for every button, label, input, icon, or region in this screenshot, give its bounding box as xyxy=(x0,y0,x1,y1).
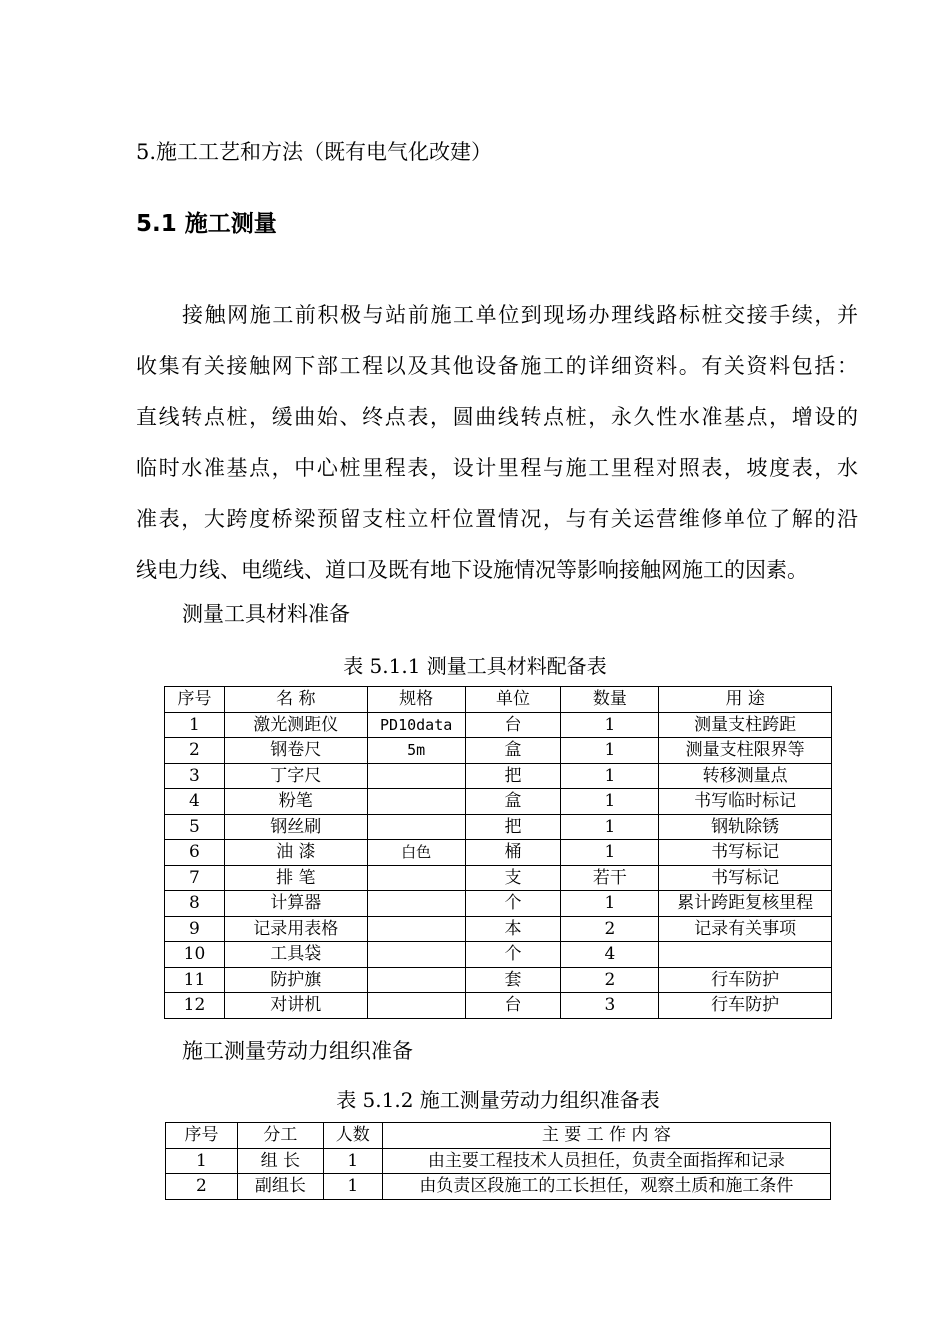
table-cell: 若干 xyxy=(561,865,659,891)
table-cell: 测量支柱跨距 xyxy=(659,712,832,738)
table-cell: 1 xyxy=(561,891,659,917)
header-cell: 规格 xyxy=(367,687,465,713)
table-cell: 书写标记 xyxy=(659,840,832,866)
table-cell: 7 xyxy=(165,865,225,891)
table-row xyxy=(165,942,832,968)
header-cell: 序号 xyxy=(166,1123,238,1149)
table-cell: 钢卷尺 xyxy=(224,738,367,764)
table-cell: 3 xyxy=(561,993,659,1019)
table-cell xyxy=(367,814,465,840)
table-cell: 记录有关事项 xyxy=(659,916,832,942)
table1-caption: 表 5.1.1 测量工具材料配备表 xyxy=(343,654,607,678)
table-cell: 由主要工程技术人员担任，负责全面指挥和记录 xyxy=(382,1148,830,1174)
table-cell: 1 xyxy=(561,814,659,840)
table-cell: 台 xyxy=(465,712,561,738)
table-cell: 1 xyxy=(561,840,659,866)
table-cell xyxy=(367,789,465,815)
header-cell: 单位 xyxy=(465,687,561,713)
header-cell: 人数 xyxy=(323,1123,382,1149)
subsection-title: 5.1 施工测量 xyxy=(136,211,277,237)
table-header-row xyxy=(166,1123,831,1149)
labor-label: 施工测量劳动力组织准备 xyxy=(182,1039,413,1063)
header-cell: 用 途 xyxy=(659,687,832,713)
table-cell: 本 xyxy=(465,916,561,942)
paragraph-line: 准表，大跨度桥梁预留支柱立杆位置情况，与有关运营维修单位了解的沿 xyxy=(136,507,858,531)
table-cell: 3 xyxy=(165,763,225,789)
paragraph-line: 线电力线、电缆线、道口及既有地下设施情况等影响接触网施工的因素。 xyxy=(136,558,808,582)
table-cell: 副组长 xyxy=(237,1174,323,1200)
table-cell: 6 xyxy=(165,840,225,866)
table-cell: 组 长 xyxy=(237,1148,323,1174)
table-cell: 2 xyxy=(561,916,659,942)
table-cell: 9 xyxy=(165,916,225,942)
table-cell: 1 xyxy=(561,763,659,789)
table-cell: 1 xyxy=(561,789,659,815)
table-cell: 丁字尺 xyxy=(224,763,367,789)
table-row xyxy=(165,967,832,993)
table-cell: 2 xyxy=(166,1174,238,1200)
table-cell: 排 笔 xyxy=(224,865,367,891)
table-cell: 套 xyxy=(465,967,561,993)
table-cell: 把 xyxy=(465,763,561,789)
header-cell: 分工 xyxy=(237,1123,323,1149)
table-cell: 盒 xyxy=(465,738,561,764)
table-cell: 1 xyxy=(323,1174,382,1200)
table-cell: 2 xyxy=(561,967,659,993)
table-cell: 个 xyxy=(465,942,561,968)
body-paragraph xyxy=(136,290,858,596)
table-row xyxy=(165,916,832,942)
table-cell xyxy=(367,891,465,917)
table-cell xyxy=(367,763,465,789)
table-row xyxy=(165,865,832,891)
table-cell: 5m xyxy=(367,738,465,764)
table-cell: PD10data xyxy=(367,712,465,738)
table-cell xyxy=(659,942,832,968)
table-cell: 8 xyxy=(165,891,225,917)
table-row xyxy=(165,891,832,917)
table-cell: 防护旗 xyxy=(224,967,367,993)
table2-caption: 表 5.1.2 施工测量劳动力组织准备表 xyxy=(336,1088,660,1112)
table-row xyxy=(165,738,832,764)
header-cell: 主 要 工 作 内 容 xyxy=(382,1123,830,1149)
table-cell: 工具袋 xyxy=(224,942,367,968)
table-cell: 1 xyxy=(561,738,659,764)
table-header-row xyxy=(165,687,832,713)
table-cell: 2 xyxy=(165,738,225,764)
table-cell: 计算器 xyxy=(224,891,367,917)
table-cell xyxy=(367,916,465,942)
table-cell: 粉笔 xyxy=(224,789,367,815)
labor-table xyxy=(165,1122,831,1200)
table-cell: 盒 xyxy=(465,789,561,815)
table-row xyxy=(166,1148,831,1174)
table-cell: 书写标记 xyxy=(659,865,832,891)
table-cell: 钢轨除锈 xyxy=(659,814,832,840)
table-cell: 1 xyxy=(323,1148,382,1174)
table-row xyxy=(165,763,832,789)
table-row xyxy=(166,1174,831,1200)
paragraph-line: 直线转点桩，缓曲始、终点表，圆曲线转点桩，永久性水准基点，增设的 xyxy=(136,405,858,429)
table-cell: 桶 xyxy=(465,840,561,866)
table-cell: 行车防护 xyxy=(659,967,832,993)
table-cell: 个 xyxy=(465,891,561,917)
table-cell: 对讲机 xyxy=(224,993,367,1019)
paragraph-line: 临时水准基点，中心桩里程表，设计里程与施工里程对照表，坡度表，水 xyxy=(136,456,858,480)
header-cell: 序号 xyxy=(165,687,225,713)
table-cell: 激光测距仪 xyxy=(224,712,367,738)
table-cell: 11 xyxy=(165,967,225,993)
table-cell xyxy=(367,967,465,993)
table-row xyxy=(165,840,832,866)
table-row xyxy=(165,814,832,840)
table-row xyxy=(165,993,832,1019)
table-cell: 1 xyxy=(561,712,659,738)
table-cell: 行车防护 xyxy=(659,993,832,1019)
table-cell: 10 xyxy=(165,942,225,968)
paragraph-line: 收集有关接触网下部工程以及其他设备施工的详细资料。有关资料包括： xyxy=(136,354,858,378)
table-cell xyxy=(367,942,465,968)
table-cell: 转移测量点 xyxy=(659,763,832,789)
table-cell: 测量支柱限界等 xyxy=(659,738,832,764)
table-cell xyxy=(367,865,465,891)
table-cell: 1 xyxy=(165,712,225,738)
table-cell: 4 xyxy=(561,942,659,968)
header-cell: 数量 xyxy=(561,687,659,713)
table-cell: 4 xyxy=(165,789,225,815)
paragraph-line: 接触网施工前积极与站前施工单位到现场办理线路标桩交接手续，并 xyxy=(182,303,858,327)
table-cell: 累计跨距复核里程 xyxy=(659,891,832,917)
table-cell: 书写临时标记 xyxy=(659,789,832,815)
table-cell: 钢丝刷 xyxy=(224,814,367,840)
table-cell: 12 xyxy=(165,993,225,1019)
table-cell: 油 漆 xyxy=(224,840,367,866)
table-cell xyxy=(367,993,465,1019)
section-title: 5.施工工艺和方法（既有电气化改建） xyxy=(136,140,493,164)
table-cell: 由负责区段施工的工长担任，观察土质和施工条件 xyxy=(382,1174,830,1200)
header-cell: 名 称 xyxy=(224,687,367,713)
table-cell: 台 xyxy=(465,993,561,1019)
table-row xyxy=(165,789,832,815)
table-cell: 记录用表格 xyxy=(224,916,367,942)
table-cell: 把 xyxy=(465,814,561,840)
table-row xyxy=(165,712,832,738)
table-cell: 5 xyxy=(165,814,225,840)
tools-label: 测量工具材料准备 xyxy=(182,602,350,626)
tools-table xyxy=(164,686,832,1019)
table-cell: 支 xyxy=(465,865,561,891)
table-cell: 白色 xyxy=(367,840,465,866)
table-cell: 1 xyxy=(166,1148,238,1174)
